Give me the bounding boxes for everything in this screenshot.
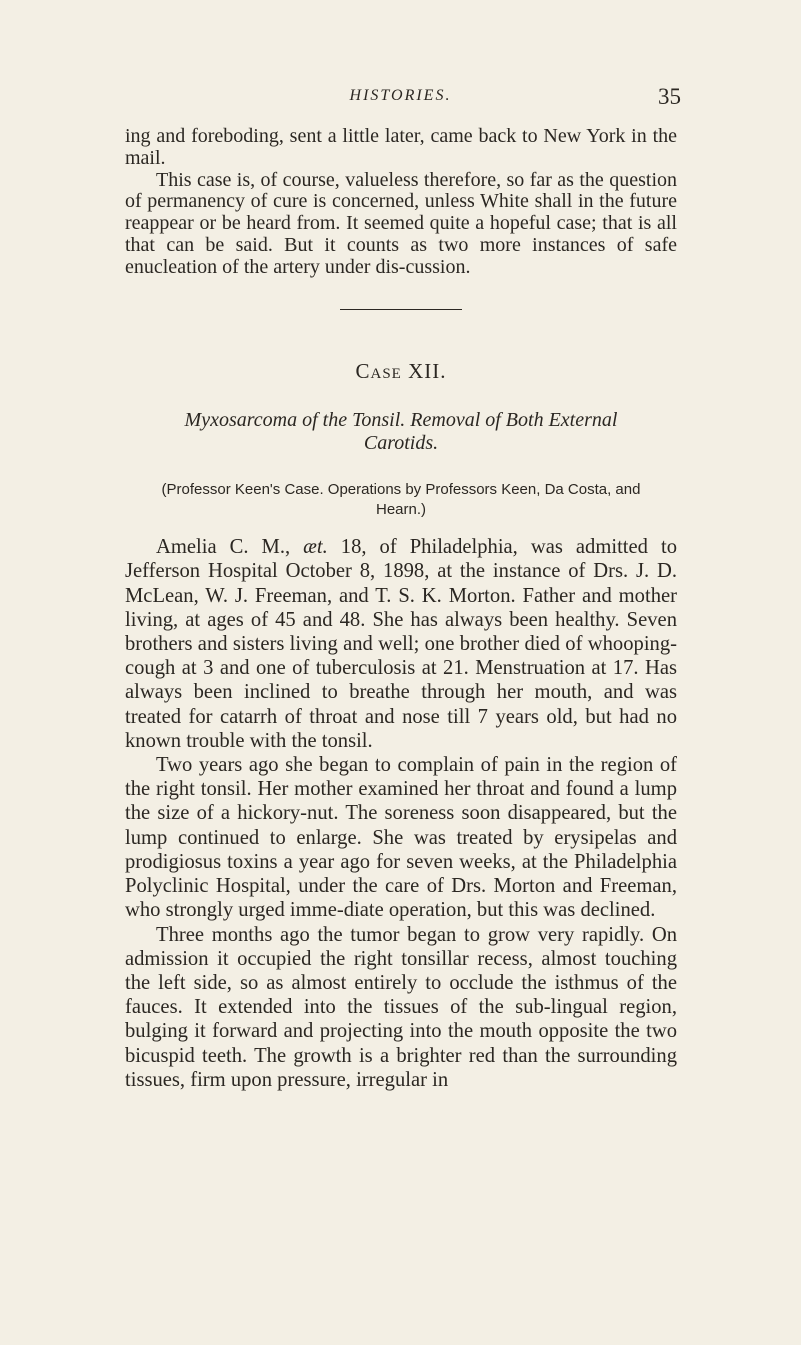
paragraph-text: Amelia C. M., bbox=[156, 536, 304, 559]
case-title: Case XII. bbox=[355, 359, 447, 384]
continued-paragraph: ing and foreboding, sent a little later, came back to New York in the mail. bbox=[125, 125, 677, 169]
page-number: 35 bbox=[658, 84, 681, 109]
case-body bbox=[125, 535, 677, 1092]
case-credit: (Professor Keen's Case. Operations by Professors Keen, Da Costa, and Hearn.) bbox=[161, 481, 641, 519]
aetatis-abbreviation: æt. bbox=[303, 536, 328, 559]
text-block bbox=[125, 126, 677, 1092]
running-head bbox=[0, 62, 801, 109]
section-divider bbox=[340, 309, 462, 310]
paragraph: Three months ago the tumor began to grow very rapidly. On admission it occupied the right tonsillar recess, almost touching the left side, so as almost entirely to occlude the isthmus of the fauces. It extended into the tissues of the sub-lingual region, bulging it forward and projecting into the mouth opposite the two bicuspid teeth. The growth is a brighter red than the surrounding tissues, firm upon pressure, irregular in bbox=[125, 923, 677, 1091]
paragraph-text: 18, of Philadelphia, was admitted to Jefferson Hospital October 8, 1898, at the instance of Drs. J. D. McLean, W. J. Freeman, and T. S. K. Morton. Father and mother living, at ages of 45 and 48. She has always been healthy. Seven brothers and sisters living and well; one brother died of whooping-cough at 3 and one of tuberculosis at 21. Menstruation at 17. Has always been inclined to breathe through her mouth, and was treated for catarrh of throat and nose till 7 years old, but had no known trouble with the tonsil. bbox=[125, 536, 677, 752]
running-title: HISTORIES. bbox=[349, 87, 452, 104]
paragraph: Two years ago she began to complain of pain in the region of the right tonsil. Her mother examined her throat and found a lump the size of a hickory-nut. The soreness soon disappeared, but the lump continued to enlarge. She was treated by erysipelas and prodigiosus toxins a year ago for seven weeks, at the Philadelphia Polyclinic Hospital, under the care of Drs. Morton and Freeman, who strongly urged imme-diate operation, but this was declined. bbox=[125, 754, 677, 922]
paragraph bbox=[125, 535, 677, 753]
case-subtitle: Myxosarcoma of the Tonsil. Removal of Both External Carotids. bbox=[184, 409, 618, 455]
paragraph: This case is, of course, valueless therefore, so far as the question of permanency of cure is concerned, unless White shall in the future reappear or be heard from. It seemed quite a hopeful case; that is all that can be said. But it counts as two more instances of safe enucleation of the artery under dis-cussion. bbox=[125, 168, 677, 278]
